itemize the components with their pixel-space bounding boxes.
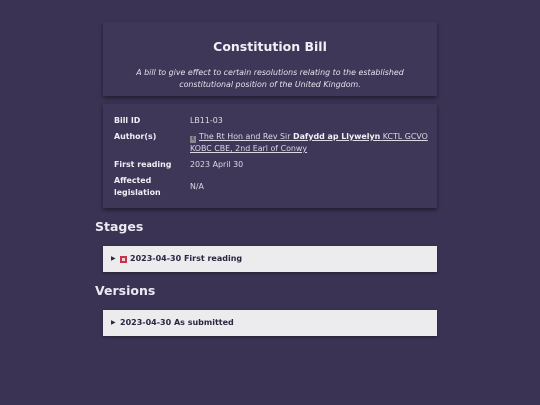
authors-label: Author(s)	[114, 132, 157, 141]
stage-badge-icon	[120, 256, 127, 263]
bill-id-value: LB11-03	[190, 116, 223, 125]
first-reading-value: 2023 April 30	[190, 160, 244, 169]
stage-item[interactable]	[103, 246, 437, 272]
versions-heading: Versions	[95, 283, 156, 298]
authors-value	[190, 131, 429, 155]
disclosure-triangle-icon: ▶	[111, 255, 116, 262]
stage-item-label: 2023-04-30 First reading	[130, 254, 243, 263]
bill-id-label: Bill ID	[114, 116, 141, 125]
author-link[interactable]: The Rt Hon and Rev Sir Dafydd ap Llywelyn KCTL GCVO KOBC CBE, 2nd Earl of Conwy	[190, 132, 428, 153]
first-reading-label: First reading	[114, 160, 172, 169]
bill-title: Constitution Bill	[213, 39, 327, 54]
bill-description: A bill to give effect to certain resolutions relating to the established constitutional position of the United Kingdom.	[136, 68, 404, 89]
bill-header-card	[103, 22, 437, 96]
info-badge-icon: i	[190, 136, 196, 143]
affected-legislation-label: Affected legislation	[114, 176, 161, 197]
disclosure-triangle-icon: ▶	[111, 319, 116, 326]
stages-heading: Stages	[95, 219, 144, 234]
version-item[interactable]	[103, 310, 437, 336]
bill-info-card	[103, 104, 437, 208]
version-item-label: 2023-04-30 As submitted	[120, 318, 234, 327]
affected-legislation-value: N/A	[190, 182, 204, 191]
